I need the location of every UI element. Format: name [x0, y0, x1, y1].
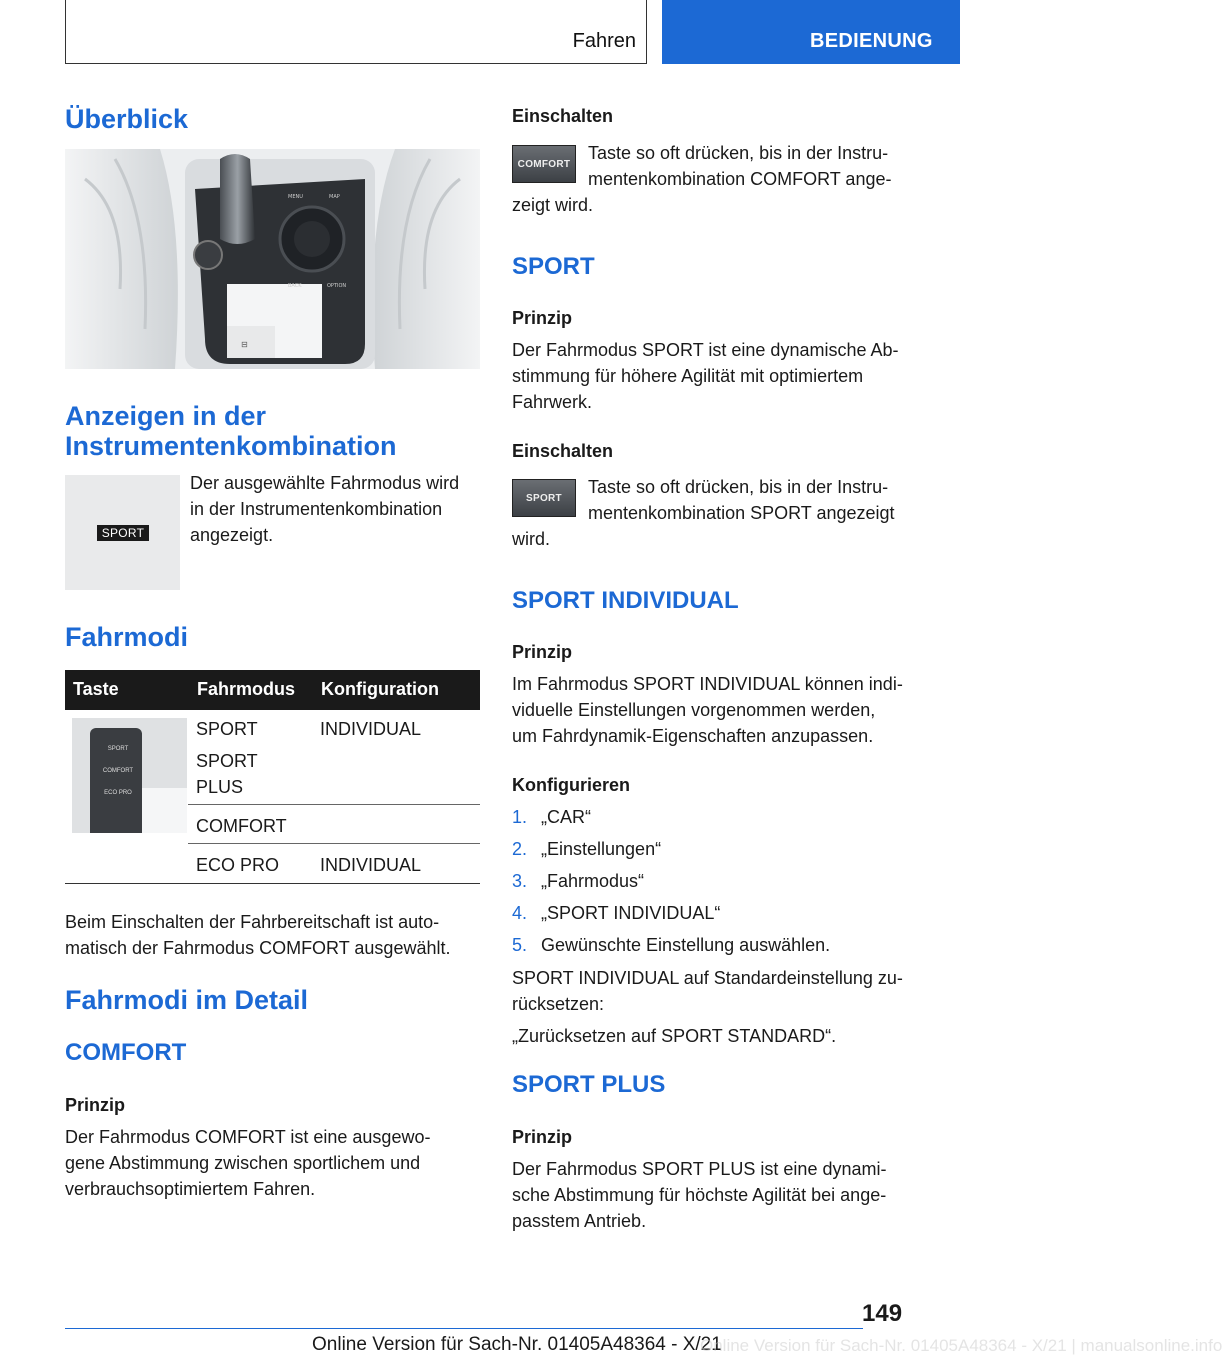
sport-on-line3: wird.: [512, 529, 551, 549]
header-section-title: Fahren: [572, 30, 636, 52]
config-step-text: „SPORT INDIVIDUAL“: [541, 903, 721, 923]
mode-sport-plus-2: PLUS: [196, 777, 244, 797]
header-tab-label: BEDIENUNG: [810, 30, 933, 52]
heading-prinzip-individual: Prinzip: [512, 642, 573, 662]
config-step: [512, 836, 527, 862]
gear-selector-illustration: [65, 149, 480, 369]
comfort-on-line2: mentenkombination COMFORT ange-: [588, 169, 892, 189]
text-line: matisch der Fahrmodus COMFORT ausgewählt.: [65, 938, 451, 958]
anzeigen-text: [190, 470, 480, 548]
mode-sport: SPORT: [196, 719, 258, 739]
heading-einschalten-comfort: Einschalten: [512, 106, 614, 126]
table-header-konfiguration: Konfiguration: [321, 679, 439, 699]
text-line: viduelle Einstellungen vorgenommen werden,: [512, 700, 876, 720]
text-line: Der Fahrmodus COMFORT ist eine ausgewo-: [65, 1127, 431, 1147]
heading-prinzip-sport: Prinzip: [512, 308, 573, 328]
einschalten-note: [65, 909, 485, 961]
heading-comfort: COMFORT: [65, 1039, 187, 1066]
text-line: SPORT INDIVIDUAL auf Standardeinstellung zu-: [512, 968, 903, 988]
step-number: 1.: [512, 807, 528, 827]
config-step: [512, 932, 527, 958]
table-header-row: [65, 670, 480, 710]
watermark: Online Version für Sach-Nr. 01405A48364 - X/21 | manualsonline.info: [700, 1336, 1222, 1355]
sport-on-line2: mentenkombination SPORT angezeigt: [588, 503, 895, 523]
text-line: stimmung für höhere Agilität mit optimiertem: [512, 366, 864, 386]
sport-display-badge: SPORT: [97, 525, 149, 541]
comfort-on-line3: zeigt wird.: [512, 195, 594, 215]
heading-prinzip-sport-plus: Prinzip: [512, 1127, 573, 1147]
heading-konfigurieren: Konfigurieren: [512, 775, 631, 795]
config-step-text: „Einstellungen“: [541, 839, 662, 859]
text-line: verbrauchsoptimiertem Fahren.: [65, 1179, 316, 1199]
heading-prinzip-comfort: Prinzip: [65, 1095, 126, 1115]
table-row3-mode: ECO PRO: [196, 855, 280, 875]
console-overview-image: [65, 149, 480, 369]
svg-text:MENU: MENU: [288, 194, 303, 200]
config-step-text: „Fahrmodus“: [541, 871, 645, 891]
panel-label-sport: SPORT: [107, 746, 129, 752]
sport-text: [512, 337, 932, 415]
heading-anzeigen-1: Anzeigen in der: [65, 401, 267, 431]
text-line: angezeigt.: [190, 525, 274, 545]
comfort-on-line1: Taste so oft drücken, bis in der Instru-: [588, 143, 889, 163]
comfort-key-icon: COMFORT: [512, 145, 576, 183]
panel-surface: [142, 788, 187, 833]
step-number: 4.: [512, 903, 528, 923]
heading-einschalten-sport: Einschalten: [512, 441, 614, 461]
footer-online-version: Online Version für Sach-Nr. 01405A48364 - X/21: [312, 1334, 722, 1355]
step-number: 5.: [512, 935, 528, 955]
text-line: Beim Einschalten der Fahrbereitschaft ist auto-: [65, 912, 440, 932]
sport-on-line1: Taste so oft drücken, bis in der Instru-: [588, 477, 889, 497]
text-line: Fahrwerk.: [512, 392, 593, 412]
table-header-taste: Taste: [73, 679, 119, 699]
text-line: Der Fahrmodus SPORT ist eine dynamische Ab-: [512, 340, 899, 360]
page-number: 149: [862, 1300, 903, 1327]
svg-text:⊟: ⊟: [241, 340, 248, 349]
text-line: passtem Antrieb.: [512, 1211, 647, 1231]
table-row2-mode: COMFORT: [196, 816, 287, 836]
text-line: Der ausgewählte Fahrmodus wird: [190, 473, 460, 493]
step-number: 3.: [512, 871, 528, 891]
header-tab: [662, 0, 960, 64]
heading-anzeigen-2: Instrumentenkombination: [65, 431, 397, 461]
sport-key-icon: SPORT: [512, 479, 576, 517]
text-line: um Fahrdynamik-Eigenschaften anzupassen.: [512, 726, 874, 746]
panel-label-comfort: COMFORT: [102, 768, 134, 774]
config-step: [512, 900, 527, 926]
config-step: [512, 804, 527, 830]
instrument-display-image: [65, 475, 180, 590]
table-row1-config: INDIVIDUAL: [320, 719, 422, 739]
table-row3-config: INDIVIDUAL: [320, 855, 422, 875]
config-step-text: „CAR“: [541, 807, 591, 827]
heading-sport-individual: SPORT INDIVIDUAL: [512, 587, 739, 614]
config-step: [512, 868, 527, 894]
drive-mode-buttons-image: [72, 718, 187, 833]
config-step-text: Gewünschte Einstellung auswählen.: [541, 935, 831, 955]
table-row1-mode: [196, 716, 258, 800]
reset-action: „Zurücksetzen auf SPORT STANDARD“.: [512, 1026, 837, 1046]
reset-text: [512, 965, 942, 1049]
mode-sport-plus-1: SPORT: [196, 751, 258, 771]
sport-plus-text: [512, 1156, 942, 1234]
footer-rule: [65, 1328, 863, 1329]
text-line: sche Abstimmung für höchste Agilität bei ange-: [512, 1185, 887, 1205]
sport-individual-text: [512, 671, 942, 749]
panel-label-ecopro: ECO PRO: [104, 790, 132, 796]
heading-fahrmodi-detail: Fahrmodi im Detail: [65, 985, 309, 1015]
heading-sport-plus: SPORT PLUS: [512, 1071, 666, 1098]
text-line: Im Fahrmodus SPORT INDIVIDUAL können indi-: [512, 674, 903, 694]
heading-sport: SPORT: [512, 253, 595, 280]
text-line: rücksetzen:: [512, 994, 605, 1014]
step-number: 2.: [512, 839, 528, 859]
svg-text:OPTION: OPTION: [327, 283, 347, 289]
comfort-text: [65, 1124, 485, 1202]
table-divider: [188, 804, 480, 805]
text-line: gene Abstimmung zwischen sportlichem und: [65, 1153, 421, 1173]
svg-text:BACK: BACK: [288, 283, 302, 289]
text-line: Der Fahrmodus SPORT PLUS ist eine dynami-: [512, 1159, 887, 1179]
table-bottom-rule: [65, 883, 480, 884]
text-line: in der Instrumentenkombination: [190, 499, 443, 519]
svg-text:MAP: MAP: [329, 194, 340, 200]
table-divider: [188, 843, 480, 844]
heading-ueberblick: Überblick: [65, 104, 189, 134]
heading-fahrmodi: Fahrmodi: [65, 622, 189, 652]
table-header-fahrmodus: Fahrmodus: [197, 679, 296, 699]
